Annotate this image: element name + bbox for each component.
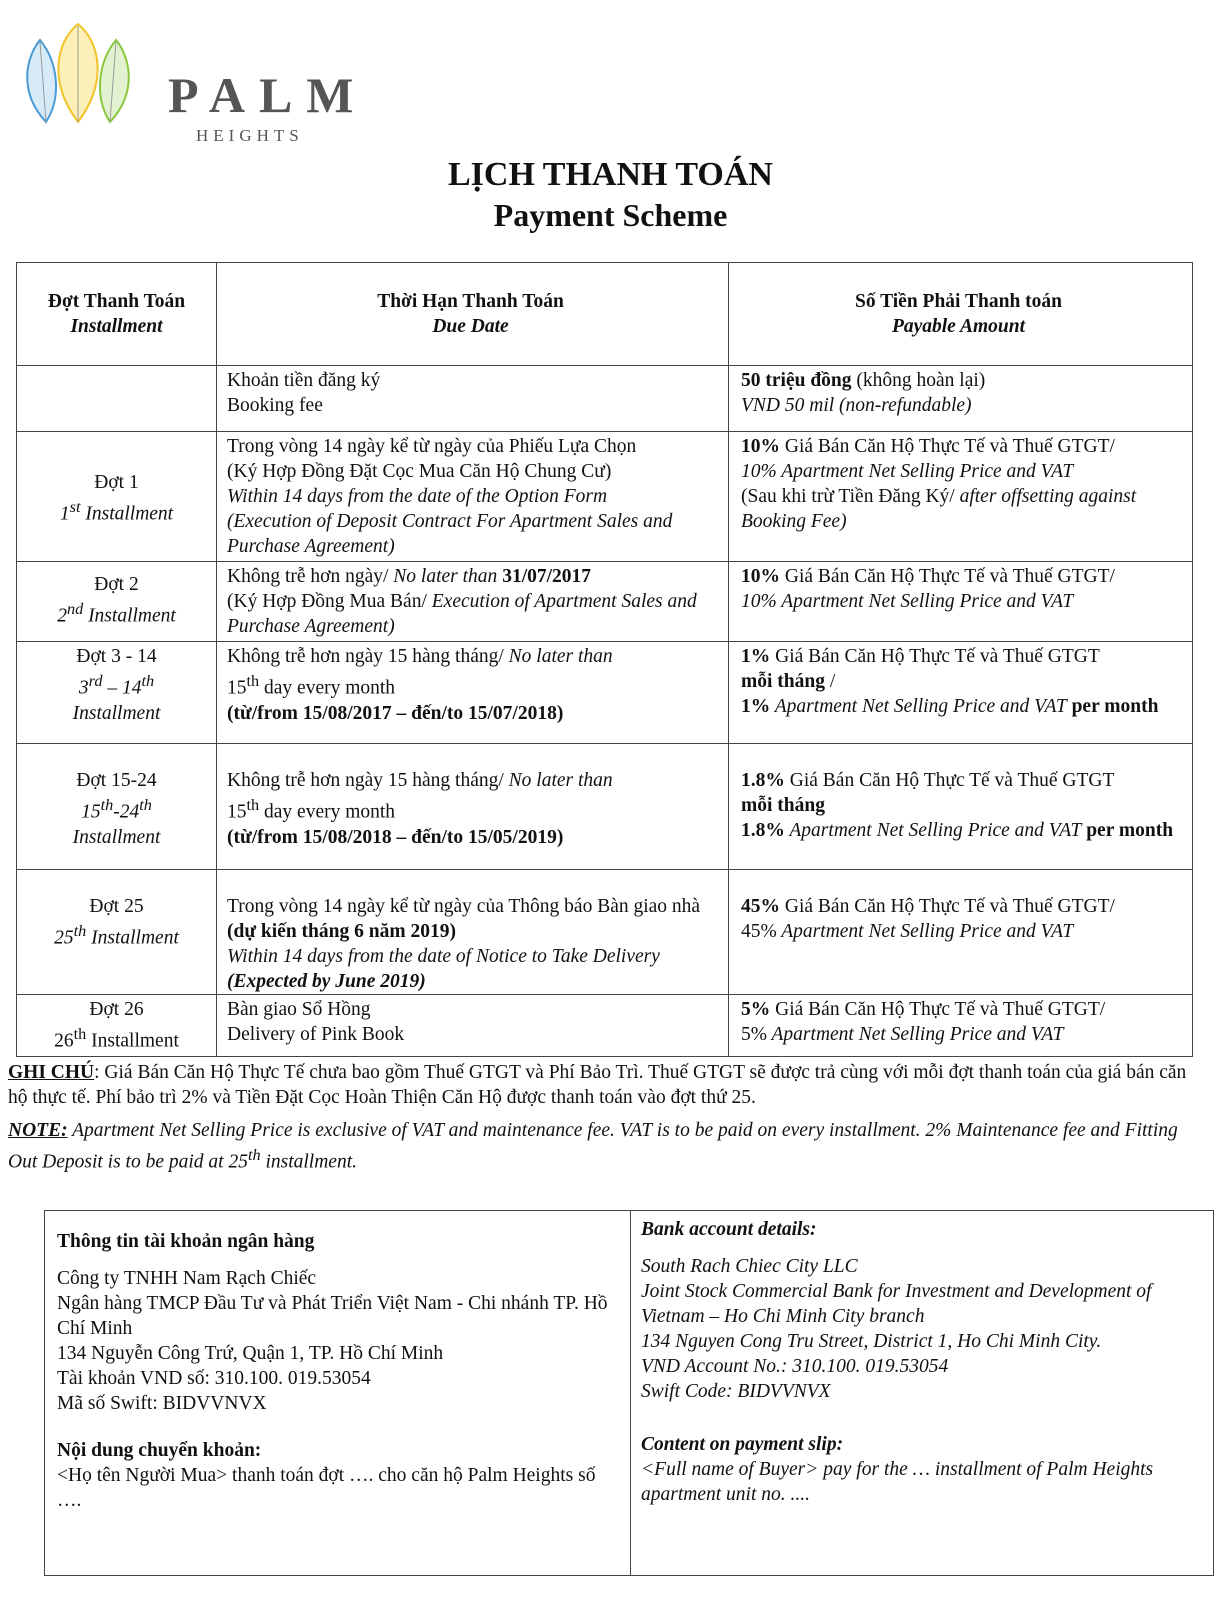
- table-row: [17, 432, 1193, 562]
- bank-name: Joint Stock Commercial Bank for Investment and Development of Vietnam – Ho Chi Minh City branch: [641, 1281, 1152, 1327]
- note-en: NOTE: Apartment Net Selling Price is exclusive of VAT and maintenance fee. VAT is to be paid on every installment. 2% Maintenance fee and Fitting Out Deposit is to be paid at 25th installment.: [8, 1120, 1178, 1173]
- bank-details-box: [44, 1210, 1214, 1576]
- account-number: VND Account No.: 310.100. 019.53054: [641, 1356, 949, 1377]
- company-name: Công ty TNHH Nam Rạch Chiếc: [57, 1268, 317, 1289]
- bank-title-vi: Thông tin tài khoản ngân hàng: [57, 1231, 315, 1252]
- swift-code: Swift Code: BIDVVNVX: [641, 1381, 831, 1402]
- content-text-vi: <Họ tên Người Mua> thanh toán đợt …. cho căn hộ Palm Heights số ….: [57, 1465, 596, 1511]
- content-title-en: Content on payment slip:: [641, 1434, 844, 1455]
- amount-cell: 45% Giá Bán Căn Hộ Thực Tế và Thuế GTGT/ 45% Apartment Net Selling Price and VAT: [729, 870, 1193, 995]
- header-installment: Đợt Thanh Toán Installment: [17, 263, 217, 366]
- installment-cell: Đợt 1 1st Installment: [17, 432, 217, 562]
- bank-name: Ngân hàng TMCP Đầu Tư và Phát Triển Việt Nam - Chi nhánh TP. Hồ Chí Minh: [57, 1293, 608, 1339]
- palm-leaf-icon: [18, 22, 138, 132]
- installment-cell: Đợt 26 26th Installment: [17, 995, 217, 1057]
- brand-name: PALM: [168, 67, 368, 123]
- page-title-en: Payment Scheme: [493, 197, 728, 233]
- due-date-cell: Trong vòng 14 ngày kể từ ngày của Thông báo Bàn giao nhà (dự kiến tháng 6 năm 2019) Within 14 days from the date of Notice to Take Delivery (Expected by June 2019): [217, 870, 729, 995]
- table-row: [17, 642, 1193, 744]
- bank-details-en: [631, 1211, 1213, 1575]
- amount-cell: 10% Giá Bán Căn Hộ Thực Tế và Thuế GTGT/ 10% Apartment Net Selling Price and VAT (Sau khi trừ Tiền Đăng Ký/ after offsetting against Booking Fee): [729, 432, 1193, 562]
- note-vi: GHI CHÚ: Giá Bán Căn Hộ Thực Tế chưa bao gồm Thuế GTGT và Phí Bảo Trì. Thuế GTGT sẽ được trả cùng với mỗi đợt thanh toán của giá bán căn hộ thực tế. Phí bảo trì 2% và Tiền Đặt Cọc Hoàn Thiện Căn Hộ được thanh toán vào đợt thứ 25.: [8, 1062, 1187, 1108]
- palm-heights-logo: [18, 22, 368, 145]
- installment-cell: [17, 366, 217, 432]
- bank-title-en: Bank account details:: [641, 1219, 817, 1240]
- table-row: [17, 870, 1193, 995]
- amount-cell: 1.8% Giá Bán Căn Hộ Thực Tế và Thuế GTGT mỗi tháng 1.8% Apartment Net Selling Price and VAT per month: [729, 744, 1193, 870]
- table-row: [17, 995, 1193, 1057]
- amount-cell: 5% Giá Bán Căn Hộ Thực Tế và Thuế GTGT/ 5% Apartment Net Selling Price and VAT: [729, 995, 1193, 1057]
- due-date-cell: Không trễ hơn ngày 15 hàng tháng/ No later than 15th day every month (từ/from 15/08/2018 – đến/to 15/05/2019): [217, 744, 729, 870]
- header-payable-amount: Số Tiền Phải Thanh toán Payable Amount: [729, 263, 1193, 366]
- due-date-cell: Trong vòng 14 ngày kể từ ngày của Phiếu Lựa Chọn (Ký Hợp Đồng Đặt Cọc Mua Căn Hộ Chung Cư) Within 14 days from the date of the Option Form (Execution of Deposit Contract For Apartment Sales and Purchase Agreement): [217, 432, 729, 562]
- amount-cell: 10% Giá Bán Căn Hộ Thực Tế và Thuế GTGT/ 10% Apartment Net Selling Price and VAT: [729, 562, 1193, 642]
- installment-cell: Đợt 25 25th Installment: [17, 870, 217, 995]
- content-title-vi: Nội dung chuyển khoản:: [57, 1440, 262, 1461]
- notes-section: [8, 1060, 1208, 1183]
- installment-cell: Đợt 15-24 15th-24th Installment: [17, 744, 217, 870]
- company-name: South Rach Chiec City LLC: [641, 1256, 858, 1277]
- brand-subtitle: HEIGHTS: [196, 126, 304, 145]
- amount-cell: 1% Giá Bán Căn Hộ Thực Tế và Thuế GTGT mỗi tháng / 1% Apartment Net Selling Price and VAT per month: [729, 642, 1193, 744]
- header-due-date: Thời Hạn Thanh Toán Due Date: [217, 263, 729, 366]
- content-text-en: <Full name of Buyer> pay for the … installment of Palm Heights apartment unit no. ....: [641, 1459, 1154, 1505]
- page-title-vi: LỊCH THANH TOÁN: [448, 156, 773, 193]
- due-date-cell: Không trễ hơn ngày 15 hàng tháng/ No later than 15th day every month (từ/from 15/08/2017 – đến/to 15/07/2018): [217, 642, 729, 744]
- amount-cell: 50 triệu đồng (không hoàn lại) VND 50 mil (non-refundable): [729, 366, 1193, 432]
- table-header-row: [17, 263, 1193, 366]
- table-row: [17, 744, 1193, 870]
- due-date-cell: Bàn giao Sổ Hồng Delivery of Pink Book: [217, 995, 729, 1057]
- installment-cell: Đợt 3 - 14 3rd – 14th Installment: [17, 642, 217, 744]
- account-number: Tài khoản VND số: 310.100. 019.53054: [57, 1368, 371, 1389]
- table-row: [17, 562, 1193, 642]
- payment-schedule-table: [16, 262, 1193, 1057]
- bank-address: 134 Nguyen Cong Tru Street, District 1, Ho Chi Minh City.: [641, 1331, 1102, 1352]
- bank-details-vi: [45, 1211, 631, 1575]
- due-date-cell: Không trễ hơn ngày/ No later than 31/07/2017 (Ký Hợp Đồng Mua Bán/ Execution of Apartment Sales and Purchase Agreement): [217, 562, 729, 642]
- swift-code: Mã số Swift: BIDVVNVX: [57, 1393, 267, 1414]
- bank-address: 134 Nguyễn Công Trứ, Quận 1, TP. Hồ Chí Minh: [57, 1343, 444, 1364]
- due-date-cell: Khoản tiền đăng ký Booking fee: [217, 366, 729, 432]
- installment-cell: Đợt 2 2nd Installment: [17, 562, 217, 642]
- table-row: [17, 366, 1193, 432]
